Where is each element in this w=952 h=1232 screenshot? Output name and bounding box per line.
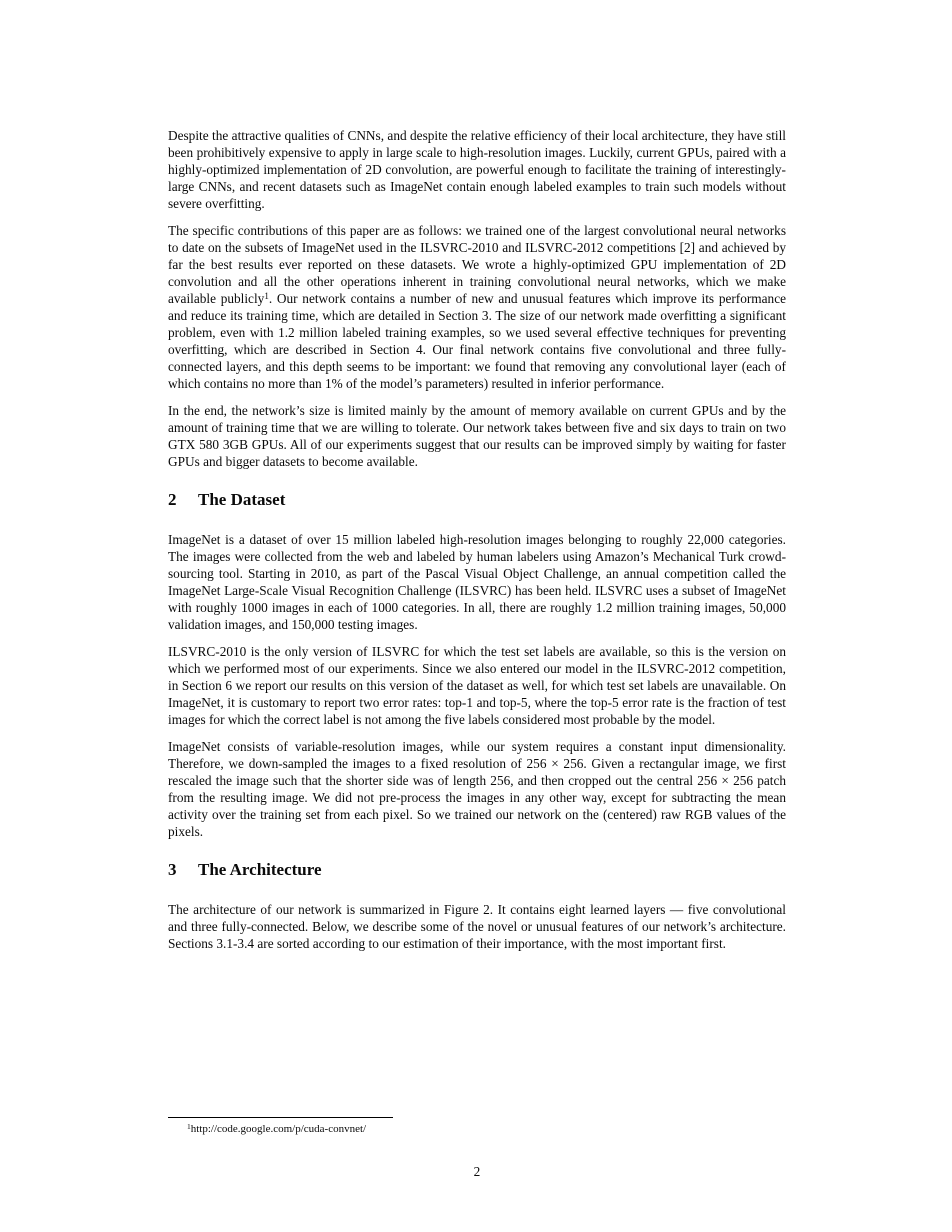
text-column xyxy=(168,127,786,962)
footnote-url: http://code.google.com/p/cuda-convnet/ xyxy=(190,1123,367,1135)
section-heading-architecture xyxy=(168,859,786,880)
intro-paragraph-1: Despite the attractive qualities of CNNs, and despite the relative efficiency of their local architecture, they have still been prohibitively expensive to apply in large scale to high-resolution images. Luckily, current GPUs, paired with a highly-optimized implementation of 2D convolution, are powerful enough to facilitate the training of interestingly-large CNNs, and recent datasets such as ImageNet contain enough labeled examples to train such models without severe overfitting. xyxy=(168,128,786,211)
section-number: 3 xyxy=(168,860,177,879)
architecture-paragraph-1: The architecture of our network is summarized in Figure 2. It contains eight learned layers — five convolutional and three fully-connected. Below, we describe some of the novel or unusual features of our network’s architecture. Sections 3.1-3.4 are sorted according to our estimation of their importance, with the most important first. xyxy=(168,902,786,951)
dataset-paragraph-3: ImageNet consists of variable-resolution images, while our system requires a constant input dimensionality. Therefore, we down-sampled the images to a fixed resolution of 256 × 256. Given a rectangular image, we first rescaled the image such that the shorter side was of length 256, and then cropped out the central 256 × 256 patch from the resulting image. We did not pre-process the images in any other way, except for subtracting the mean activity over the training set from each pixel. So we trained our network on the (centered) raw RGB values of the pixels. xyxy=(168,739,786,839)
intro-paragraph-2-text-cont: . Our network contains a number of new and unusual features which improve its performance and reduce its training time, which are detailed in Section 3. The size of our network made overfitting a significant problem, even with 1.2 million labeled training examples, so we used several effective techniques for preventing overfitting, which are described in Section 4. Our final network contains five convolutional and three fully-connected layers, and this depth seems to be important: we found that removing any convolutional layer (each of which contains no more than 1% of the model’s parameters) resulted in inferior performance. xyxy=(168,291,786,391)
section-title: The Architecture xyxy=(198,860,322,879)
dataset-paragraph-1: ImageNet is a dataset of over 15 million labeled high-resolution images belonging to roughly 22,000 categories. The images were collected from the web and labeled by human labelers using Amazon’s Mechanical Turk crowd-sourcing tool. Starting in 2010, as part of the Pascal Visual Object Challenge, an annual competition called the ImageNet Large-Scale Visual Recognition Challenge (ILSVRC) has been held. ILSVRC uses a subset of ImageNet with roughly 1000 images in each of 1000 categories. In all, there are roughly 1.2 million training images, 50,000 validation images, and 150,000 testing images. xyxy=(168,532,786,632)
intro-paragraph-3: In the end, the network’s size is limited mainly by the amount of memory available on current GPUs and by the amount of training time that we are willing to tolerate. Our network takes between five and six days to train on two GTX 580 3GB GPUs. All of our experiments suggest that our results can be improved simply by waiting for faster GPUs and bigger datasets to become available. xyxy=(168,403,786,469)
dataset-paragraph-2: ILSVRC-2010 is the only version of ILSVRC for which the test set labels are available, so this is the version on which we performed most of our experiments. Since we also entered our model in the ILSVRC-2012 competition, in Section 6 we report our results on this version of the dataset as well, for which test set labels are unavailable. On ImageNet, it is customary to report two error rates: top-1 and top-5, where the top-5 error rate is the fraction of test images for which the correct label is not among the five labels considered most probable by the model. xyxy=(168,644,786,727)
section-heading-dataset xyxy=(168,489,786,510)
footnote xyxy=(168,1123,786,1136)
section-number: 2 xyxy=(168,490,177,509)
footnote-reference-1: 1 xyxy=(264,291,269,301)
footnote-marker: 1 xyxy=(187,1122,191,1131)
footnote-rule xyxy=(168,1117,393,1118)
intro-paragraph-2-text: The specific contributions of this paper are as follows: we trained one of the largest convolutional neural networks to date on the subsets of ImageNet used in the ILSVRC-2010 and ILSVRC-2012 competitions [2] and achieved by far the best results ever reported on these datasets. We wrote a highly-optimized GPU implementation of 2D convolution and all the other operations inherent in training convolutional neural networks, which we make available publicly xyxy=(168,223,786,306)
page-number: 2 xyxy=(473,1164,481,1179)
section-title: The Dataset xyxy=(198,490,286,509)
intro-paragraph-2 xyxy=(168,222,786,392)
footnote-area xyxy=(168,1117,786,1136)
